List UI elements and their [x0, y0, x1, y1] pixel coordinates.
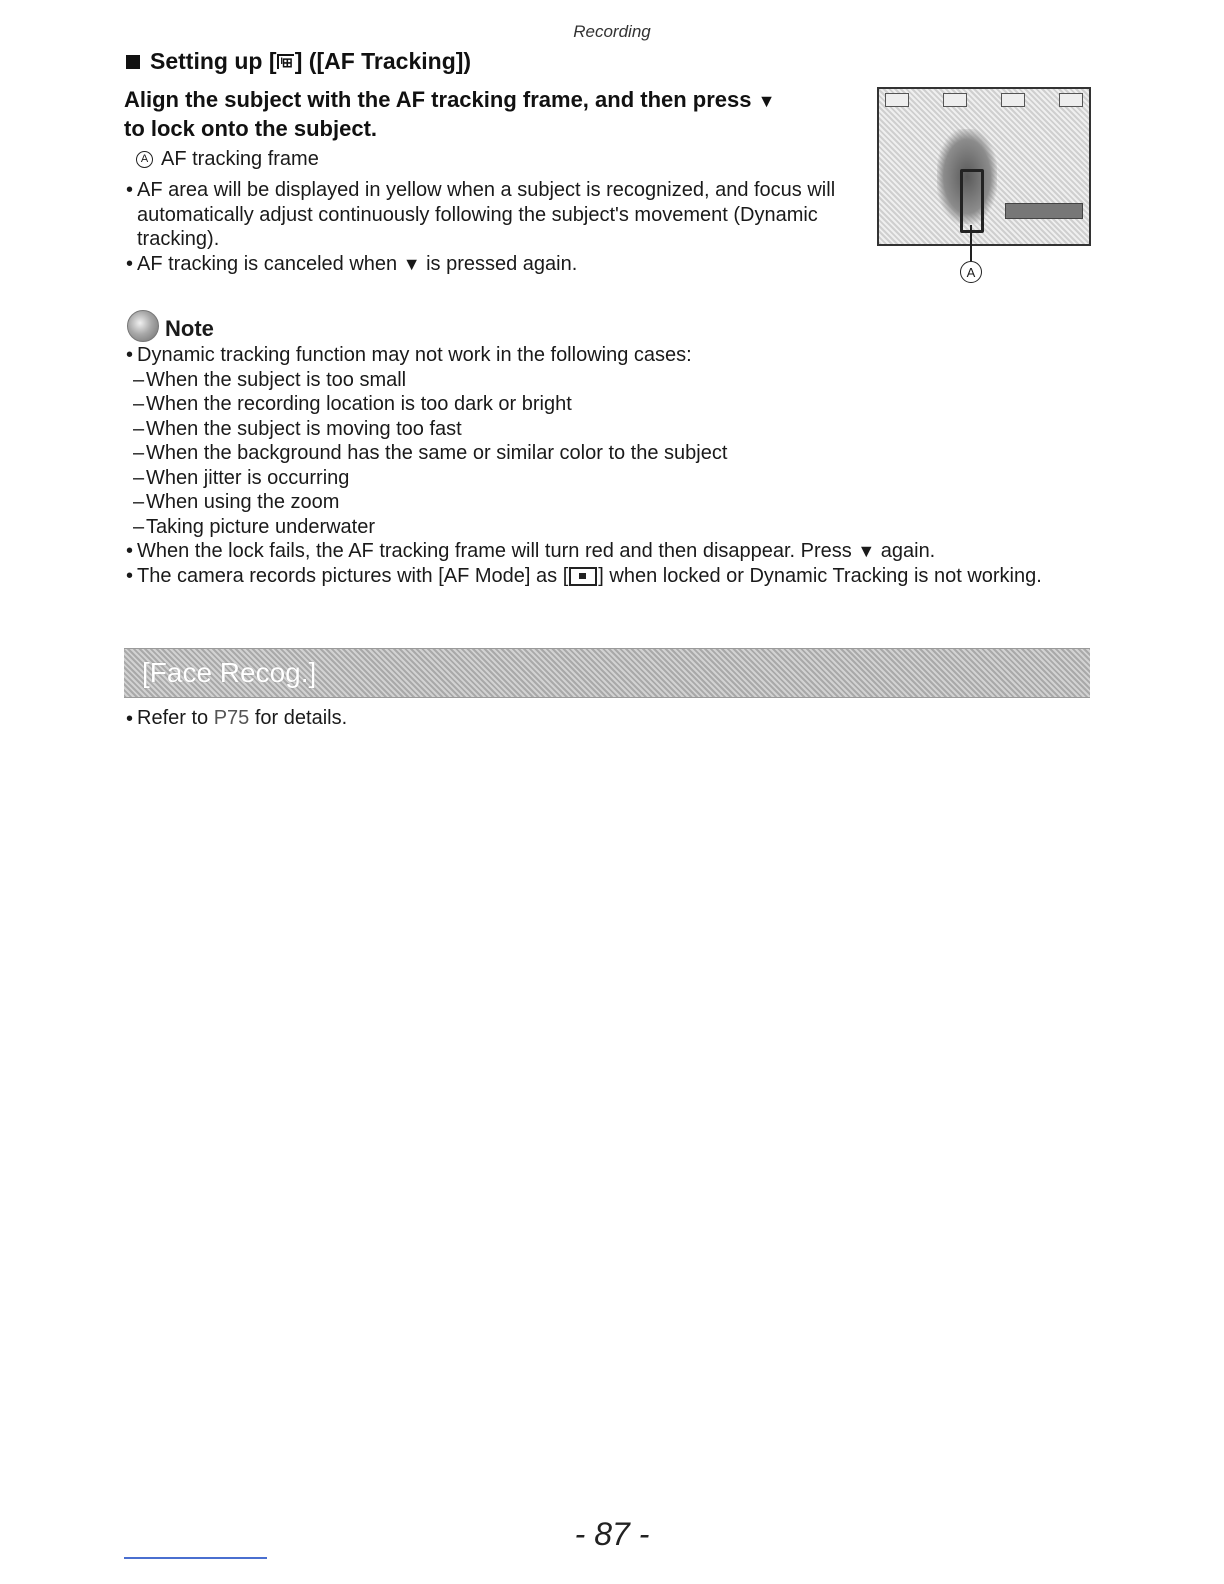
lockfail-text: When the lock fails, the AF tracking frame will turn red and then disappear. Press	[137, 540, 852, 562]
list-item	[124, 252, 864, 277]
circled-a-icon: A	[136, 151, 153, 168]
callout-text: AF tracking frame	[161, 148, 319, 170]
case-item: – When the recording location is too dark or bright	[124, 392, 1104, 417]
case-item: – When the subject is moving too fast	[124, 417, 1104, 442]
picture-size-icon	[943, 93, 967, 107]
heading-suffix: ] ([AF Tracking])	[294, 48, 472, 74]
lockfail-text-end: again.	[880, 540, 936, 562]
note-icon	[127, 310, 159, 342]
heading-prefix: Setting up [	[150, 48, 277, 74]
page-reference-link[interactable]: P75	[213, 707, 250, 729]
camera-label-bar	[1005, 203, 1083, 219]
bullet-text: AF tracking is canceled when	[137, 252, 398, 275]
note-list	[124, 343, 1104, 588]
note-heading	[127, 313, 214, 345]
figure-callout-a: A	[960, 261, 982, 283]
section-heading	[126, 48, 471, 75]
records-text: The camera records pictures with [AF Mode] as [	[137, 564, 569, 587]
camera-screen-illustration	[877, 87, 1091, 246]
banner-title: [Face Recog.]	[142, 657, 317, 688]
instruction-part2: to lock onto the subject.	[124, 116, 378, 141]
down-arrow-icon: ▼	[857, 541, 876, 561]
refer-prefix: Refer to	[137, 707, 209, 729]
down-arrow-icon: ▼	[757, 91, 776, 111]
list-item	[124, 539, 1104, 564]
list-item: • AF area will be displayed in yellow when a subject is recognized, and focus will automatically adjust continuously following the subject's movement (Dynamic tracking).	[124, 178, 864, 252]
page-number: - 87 -	[574, 1516, 650, 1552]
list-item: • Dynamic tracking function may not work in the following cases:	[124, 343, 1104, 368]
section-banner-face-recog	[124, 648, 1090, 698]
callout-legend	[136, 148, 319, 171]
bullet-text: is pressed again.	[426, 252, 578, 275]
case-item: – When the subject is too small	[124, 368, 1104, 393]
note-title: Note	[165, 316, 214, 341]
case-item: – When using the zoom	[124, 490, 1104, 515]
footer-rule	[124, 1557, 267, 1559]
af-bullet-list	[124, 178, 864, 276]
running-header: Recording	[573, 22, 651, 41]
list-item	[124, 707, 347, 729]
af-tracking-frame	[960, 169, 984, 233]
battery-icon	[1059, 93, 1083, 107]
case-item: – When jitter is occurring	[124, 466, 1104, 491]
list-item	[124, 564, 1104, 589]
case-item: – Taking picture underwater	[124, 515, 1104, 540]
records-text-end: ] when locked or Dynamic Tracking is not working.	[598, 564, 1042, 587]
af-tracking-mode-icon: ᴵ⊞	[277, 54, 293, 69]
one-area-af-icon	[569, 567, 597, 586]
instruction-part1: Align the subject with the AF tracking frame, and then press	[124, 87, 752, 112]
case-item: – When the background has the same or similar color to the subject	[124, 441, 1104, 466]
refer-suffix: for details.	[254, 707, 348, 729]
camera-status-bar	[885, 92, 1083, 108]
square-bullet-icon	[126, 55, 140, 69]
callout-leader-line	[970, 225, 972, 261]
camera-mode-icon	[885, 93, 909, 107]
down-arrow-icon: ▼	[402, 253, 421, 274]
flash-icon	[1001, 93, 1025, 107]
instruction-text	[124, 86, 859, 142]
reference-line	[124, 706, 347, 731]
